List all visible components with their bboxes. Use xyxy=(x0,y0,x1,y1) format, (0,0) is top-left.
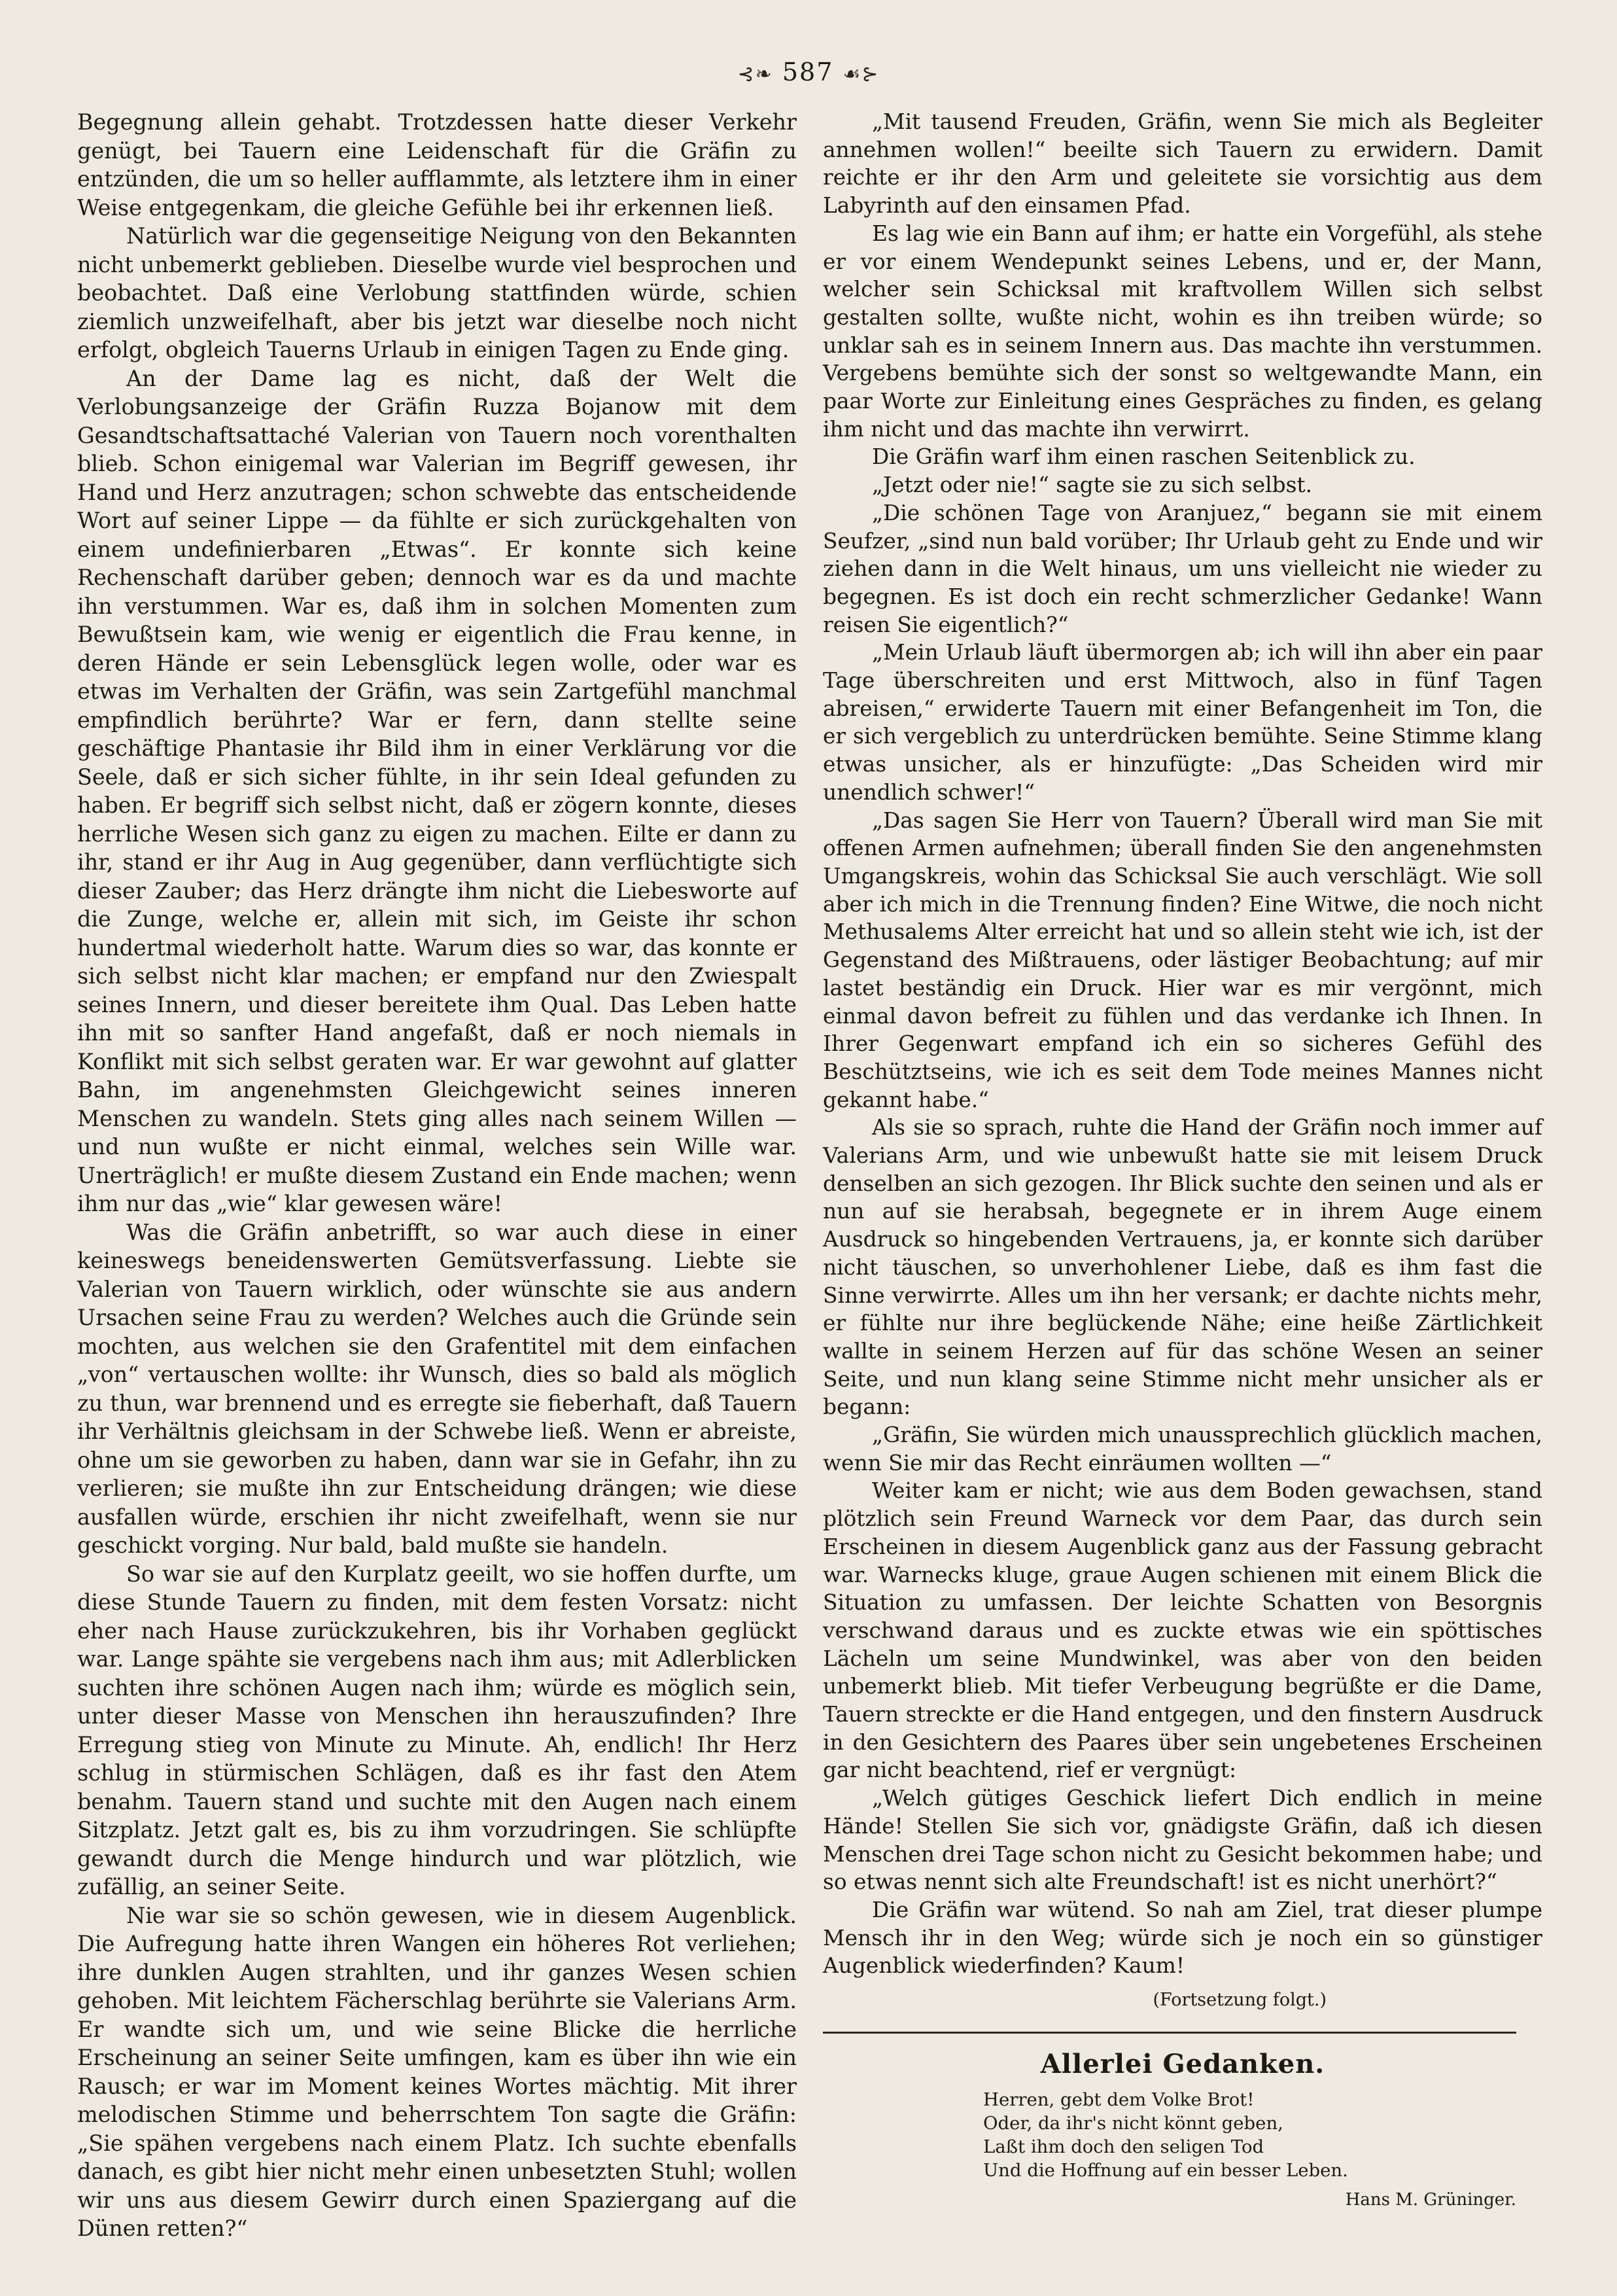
ornament-right-icon: ☙⊱ xyxy=(843,63,880,86)
continuation-note: (Fortsetzung folgt.) xyxy=(1153,1990,1327,2011)
paragraph: Die Gräfin war wütend. So nah am Ziel, trat dieser plumpe Mensch ihr in den Weg; würde sich je noch ein so günstiger Augenblick wiederfinden? Kaum! xyxy=(823,1898,1542,1979)
paragraph: Begegnung allein gehabt. Trotzdessen hatte dieser Verkehr genügt, bei Tauern eine Leidenschaft für die Gräfin zu entzünden, die um so heller aufflammte, als letztere ihm in einer Weise entgegenkam, die gleiche Gefühle bei ihr erkennen ließ. xyxy=(77,109,797,221)
section-divider xyxy=(823,2032,1516,2034)
paragraph: „Gräfin, Sie würden mich unaussprechlich glücklich machen, wenn Sie mir das Recht einräumen wollten —“ xyxy=(823,1422,1542,1475)
page-number: 587 xyxy=(782,58,834,86)
paragraph: Was die Gräfin anbetrifft, so war auch diese in einer keineswegs beneidenswerten Gemütsverfassung. Liebte sie Valerian von Tauern wirklich, oder wünschte sie aus andern Ursachen seine Frau zu werden? Welches auch die Gründe sein mochten, aus welchen sie den Grafentitel mit dem einfachen „von“ vertauschen wollte: ihr Wunsch, dies so bald als möglich zu thun, war brennend und es erregte sie fieberhaft, daß Tauern ihr Verhältnis gleichsam in der Schwebe ließ. Wenn er abreiste, ohne um sie geworben zu haben, dann war sie in Gefahr, ihn zu verlieren; sie mußte ihn zur Entscheidung drängen; wie diese ausfallen würde, erschien ihr nicht zweifelhaft, wenn sie nur geschickt vorging. Nur bald, bald mußte sie handeln. xyxy=(77,1219,797,1558)
ornament-left-icon: ⊰❧ xyxy=(737,63,773,86)
poem-line: Laßt ihm doch den seligen Tod xyxy=(983,2136,1264,2157)
right-column-paragraphs xyxy=(823,108,1542,1980)
paragraph: Weiter kam er nicht; wie aus dem Boden gewachsen, stand plötzlich sein Freund Warneck vor dem Paar, das durch sein Erscheinen in diesem Augenblick ganz aus der Fassung gebracht war. Warnecks kluge, graue Augen schienen mit einem Blick die Situation zu umfassen. Der leichte Schatten von Besorgnis verschwand daraus und es zuckte etwas wie ein spöttisches Lächeln um seine Mundwinkel, was aber von den beiden unbemerkt blieb. Mit tiefer Verbeugung begrüßte er die Dame, Tauern streckte er die Hand entgegen, und den finstern Ausdruck in den Gesichtern des Paares über sein ungebetenes Erscheinen gar nicht beachtend, rief er vergnügt: xyxy=(823,1478,1542,1783)
paragraph: Die Gräfin warf ihm einen raschen Seitenblick zu. xyxy=(872,444,1416,470)
paragraph: Es lag wie ein Bann auf ihm; er hatte ein Vorgefühl, als stehe er vor einem Wendepunkt seines Lebens, und er, der Mann, welcher sein Schicksal mit kraftvollem Willen sich selbst gestalten sollte, wußte nicht, wohin es ihn treiben würde; so unklar sah es in seinem Innern aus. Das machte ihn verstummen. Vergebens bemühte sich der sonst so weltgewandte Mann, ein paar Worte zur Einleitung eines Gespräches zu finden, es gelang ihm nicht und das machte ihn verwirrt. xyxy=(823,221,1542,442)
paragraph: „Welch gütiges Geschick liefert Dich endlich in meine Hände! Stellen Sie sich vor, gnädigste Gräfin, daß ich diesen Menschen drei Tage schon nicht zu Gesicht bekommen habe; und so etwas nennt sich alte Freundschaft! ist es nicht unerhört?“ xyxy=(823,1786,1542,1895)
paragraph: Als sie so sprach, ruhte die Hand der Gräfin noch immer auf Valerians Arm, und wie unbewußt hatte sie mit leisem Druck denselben an sich gezogen. Ihr Blick suchte den seinen und als er nun auf sie herabsah, begegnete er in ihrem Auge einem Ausdruck so hingebenden Vertrauens, ja, er konnte sich darüber nicht täuschen, so unverhohlener Liebe, daß es ihm fast die Sinne verwirrte. Alles um ihn her versank; er dachte nichts mehr, er fühlte nur ihre beglückende Nähe; eine heiße Zärtlichkeit wallte in seinem Herzen auf für das schöne Wesen an seiner Seite, und nun klang seine Stimme nicht mehr unsicher als er begann: xyxy=(823,1115,1542,1420)
paragraph: „Die schönen Tage von Aranjuez,“ begann sie mit einem Seufzer, „sind nun bald vorüber; Ihr Urlaub geht zu Ende und wir ziehen dann in die Welt hinaus, um uns vielleicht nie wieder zu begegnen. Es ist doch ein recht schmerzlicher Gedanke! Wann reisen Sie eigentlich?“ xyxy=(823,500,1542,637)
poem-line: Und die Hoffnung auf ein besser Leben. xyxy=(983,2159,1348,2181)
left-column xyxy=(77,108,797,2243)
poem-line: Herren, gebt dem Volke Brot! xyxy=(983,2089,1255,2110)
paragraph: „Mit tausend Freuden, Gräfin, wenn Sie mich als Begleiter annehmen wollen!“ beeilte sich Tauern zu erwidern. Damit reichte er ihr den Arm und geleitete sie vorsichtig aus dem Labyrinth auf den einsamen Pfad. xyxy=(823,109,1542,219)
paragraph: An der Dame lag es nicht, daß der Welt die Verlobungsanzeige der Gräfin Ruzza Bojanow mit dem Gesandtschaftsattaché Valerian von Tauern noch vorenthalten blieb. Schon einigemal war Valerian im Begriff gewesen, ihr Hand und Herz anzutragen; schon schwebte das entscheidende Wort auf seiner Lippe — da fühlte er sich zurückgehalten von einem undefinierbaren „Etwas“. Er konnte sich keine Rechenschaft darüber geben; dennoch war es da und machte ihn verstummen. War es, daß ihm in solchen Momenten zum Bewußtsein kam, wie wenig er eigentlich die Frau kenne, in deren Hände er sein Lebensglück legen wolle, oder war es etwas im Verhalten der Gräfin, was sein Zartgefühl manchmal empfindlich berührte? War er fern, dann stellte seine geschäftige Phantasie ihr Bild ihm in einer Verklärung vor die Seele, daß er sich sicher fühlte, in ihr sein Ideal gefunden zu haben. Er begriff sich selbst nicht, daß er zögern konnte, dieses herrliche Wesen sich ganz zu eigen zu machen. Eilte er dann zu ihr, stand er ihr Aug in Aug gegenüber, dann verflüchtigte sich dieser Zauber; das Herz drängte ihm nicht die Liebesworte auf die Zunge, welche er, allein mit sich, im Geiste ihr schon hundertmal wiederholt hatte. Warum dies so war, das konnte er sich selbst nicht klar machen; er empfand nur den Zwiespalt seines Innern, und dieser bereitete ihm Qual. Das Leben hatte ihn mit so sanfter Hand angefaßt, daß er noch niemals in Konflikt mit sich selbst geraten war. Er war gewohnt auf glatter Bahn, im angenehmsten Gleichgewicht seines inneren Menschen zu wandeln. Stets ging alles nach seinem Willen — und nun wußte er nicht einmal, welches sein Wille war. Unerträglich! er mußte diesem Zustand ein Ende machen; wenn ihm nur das „wie“ klar gewesen wäre! xyxy=(77,365,797,1216)
poem xyxy=(823,2088,1542,2182)
paragraph: So war sie auf den Kurplatz geeilt, wo sie hoffen durfte, um diese Stunde Tauern zu finden, mit dem festen Vorsatz: nicht eher nach Hause zurückzukehren, bis ihr Vorhaben geglückt war. Lange spähte sie vergebens nach ihm aus; mit Adlerblicken suchten ihre schönen Augen nach ihm; würde es möglich sein, unter dieser Masse von Menschen ihn herauszufinden? Ihre Erregung stieg von Minute zu Minute. Ah, endlich! Ihr Herz schlug in stürmischen Schlägen, daß es ihr fast den Atem benahm. Tauern stand und suchte mit den Augen nach einem Sitzplatz. Jetzt galt es, bis zu ihm vorzudringen. Sie schlüpfte gewandt durch die Menge hindurch und war plötzlich, wie zufällig, an seiner Seite. xyxy=(77,1561,797,1899)
paragraph: „Mein Urlaub läuft übermorgen ab; ich will ihn aber ein paar Tage überschreiten und erst Mittwoch, also in fünf Tagen abreisen,“ erwiderte Tauern mit einer Befangenheit im Ton, die er sich vergeblich zu unterdrücken bemühte. Seine Stimme klang etwas unsicher, als er hinzufügte: „Das Scheiden wird mir unendlich schwer!“ xyxy=(823,640,1542,805)
right-column xyxy=(823,108,1542,2214)
paragraph: „Das sagen Sie Herr von Tauern? Überall wird man Sie mit offenen Armen aufnehmen; überall finden Sie den angenehmsten Umgangskreis, wohin das Schicksal Sie auch verschlägt. Wie soll aber ich mich in die Trennung finden? Eine Witwe, die noch nicht Methusalems Alter erreicht hat und so allein steht wie ich, ist der Gegenstand des Mißtrauens, oder lästiger Beobachtung; auf mir lastet beständig ein Druck. Hier war es mir vergönnt, mich einmal davon befreit zu fühlen und das verdanke ich Ihnen. In Ihrer Gegenwart empfand ich ein so sicheres Gefühl des Beschütztseins, wie ich es seit dem Tode meines Mannes nicht gekannt habe.“ xyxy=(823,807,1542,1112)
poem-author: Hans M. Grüninger. xyxy=(1345,2189,1516,2210)
poem-title: Allerlei Gedanken. xyxy=(1040,2048,1325,2079)
page-header xyxy=(0,58,1617,86)
paragraph: „Jetzt oder nie!“ sagte sie zu sich selbst. xyxy=(872,472,1313,498)
paragraph: Nie war sie so schön gewesen, wie in diesem Augenblick. Die Aufregung hatte ihren Wangen ein höheres Rot verliehen; ihre dunklen Augen strahlten, und ihr ganzes Wesen schien gehoben. Mit leichtem Fächerschlag berührte sie Valerians Arm. Er wandte sich um, und wie seine Blicke die herrliche Erscheinung an seiner Seite umfingen, kam es über ihn wie ein Rausch; er war im Moment keines Wortes mächtig. Mit ihrer melodischen Stimme und beherrschtem Ton sagte die Gräfin: „Sie spähen vergebens nach einem Platz. Ich suchte ebenfalls danach, es gibt hier nicht mehr einen unbesetzten Stuhl; wollen wir uns aus diesem Gewirr durch einen Spaziergang auf die Dünen retten?“ xyxy=(77,1902,797,2241)
paragraph: Natürlich war die gegenseitige Neigung von den Bekannten nicht unbemerkt geblieben. Dieselbe wurde viel besprochen und beobachtet. Daß eine Verlobung stattfinden würde, schien ziemlich unzweifelhaft, aber bis jetzt war dieselbe noch nicht erfolgt, obgleich Tauerns Urlaub in einigen Tagen zu Ende ging. xyxy=(77,223,797,362)
poem-line: Oder, da ihr's nicht könnt geben, xyxy=(983,2112,1283,2134)
